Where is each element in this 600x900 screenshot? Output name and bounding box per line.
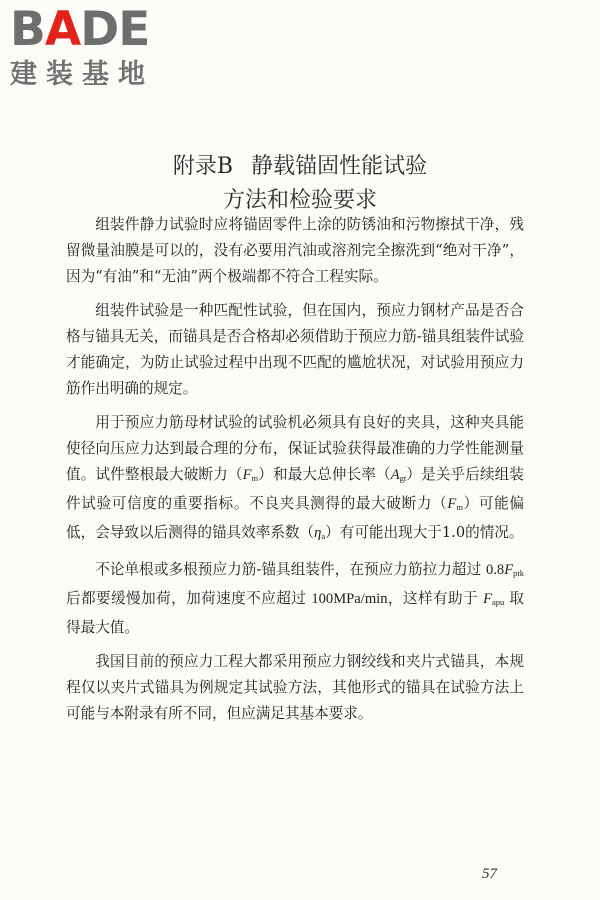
page-number: 57 [482,866,497,882]
paragraph-4: 不论单根或多根预应力筋-锚具组装件，在预应力筋拉力超过 $0.8F_{ptk}$ 后都要缓慢加荷，加荷速度不应超过 100MPa/min，这样有助于 $F_{apu}$ 取得最大值。 [66,561,524,636]
paragraph-5: 我国目前的预应力工程大都采用预应力钢绞线和夹片式锚具，本规程仅以夹片式锚具为例规定其试验方法，其他形式的锚具在试验方法上可能与本附录有所不同，但应满足其基本要求。 [66,653,524,722]
body-text [66,212,524,727]
paragraph-3: 用于预应力筋母材试验的试验机必须具有良好的夹具，这种夹具能使径向压应力达到最合理的分布，保证试验获得最准确的力学性能测量值。试件整根最大破断力$(F_m)$和最大总伸长率$(A_{gt})$是关乎后续组装件试验可信度的重要指标。不良夹具测得的最大破断力$(F_m)$可能偏低，会导致以后测得的锚具效率系数$(\eta_a)$有可能出现大于1.0的情况。 [66,414,524,541]
paragraph-1: 组装件静力试验时应将锚固零件上涂的防锈油和污物擦拭干净，残留微量油膜是可以的，没有必要用汽油或溶剂完全擦洗到“绝对干净”，因为“有油”和“无油”两个极端都不符合工程实际。 [66,216,524,285]
appendix-title [0,150,600,218]
brand-logo [10,4,180,92]
logo-wordmark: BADE [10,2,150,57]
logo-subtitle: 建装基地 [10,59,154,90]
title-line-1: 附录B 静载锚固性能试验 [172,154,428,179]
title-line-2: 方法和检验要求 [222,188,377,213]
paragraph-2: 组装件试验是一种匹配性试验，但在国内，预应力钢材产品是否合格与锚具无关，而锚具是否合格却必须借助于预应力筋-锚具组装件试验才能确定，为防止试验过程中出现不匹配的尴尬状况，对试验用预应力筋作出明确的规定。 [66,302,524,397]
logo-accent-letter: A [44,2,81,57]
